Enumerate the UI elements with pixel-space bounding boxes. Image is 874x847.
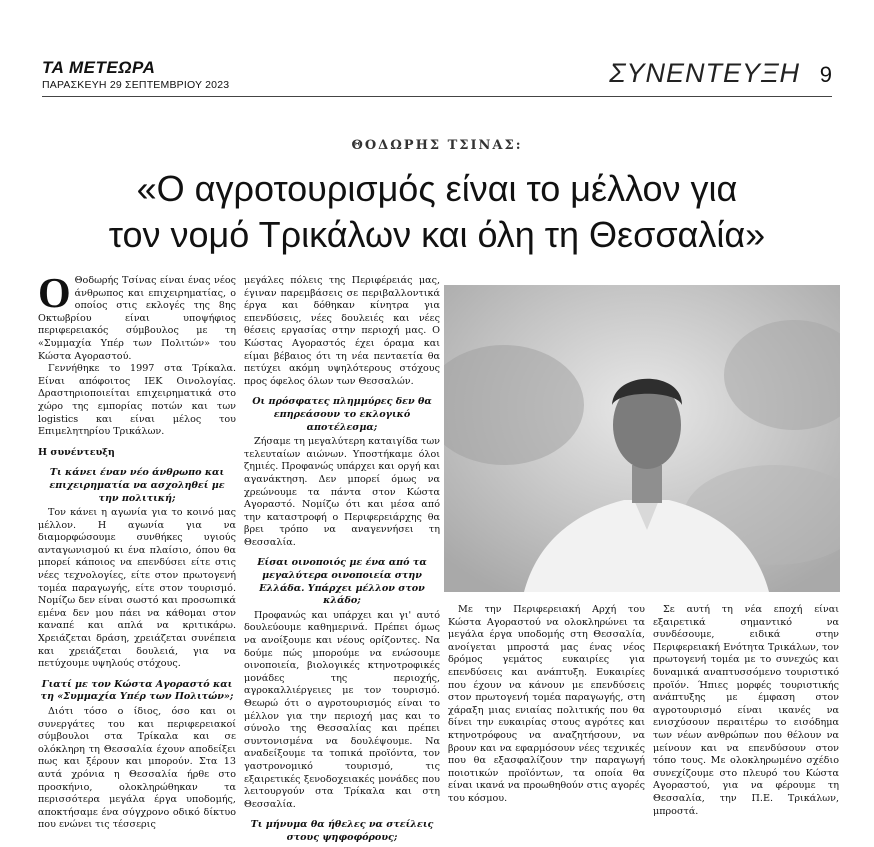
question-3: Οι πρόσφατες πλημμύρες δεν θα επηρεάσουν το εκλογικό αποτέλεσμα;: [252, 396, 432, 433]
answer-2: Διότι τόσο ο ίδιος, όσο και οι συνεργάτες του και περιφερειακοί σύμβουλοι στα Τρίκαλα και σε ολόκληρη τη Θεσσαλία έχουν αποδείξει πως και ξέρουν και μπορούν. Στα 13 αυτά χρόνια η Θεσσαλία ήρθε στο προσκήνιο, ολοκληρώθηκαν τα περισσότερα μεγάλα έργα υποδομής, αποκτήσαμε ένα σύγχρονο οδικό δίκτυο που ενώνει τις τέσσερις: [38, 706, 236, 831]
answer-4: Προφανώς και υπάρχει και γι' αυτό δουλεύουμε καθημερινά. Πρέπει όμως να ανοίξουμε και νέους ορίζοντες. Να δούμε πώς μπορούμε να ενώσουμε οινοποιεία, βιολογικές κτηνοτροφικές μονάδες της περιοχής, αγροκαλλιέργειες με τον τουρισμό. Θεωρώ ότι ο αγροτουρισμός είναι το μέλλον για την περιοχή μας και το σύνολο της Θεσσαλίας και πρέπει συντονισμένα να δουλέψουμε. Να αναδείξουμε τα τοπικά προϊόντα, τον γαστρονομικό τουρισμό, τις εξαιρετικές ξενοδοχειακές μονάδες που λειτουργούν στα Τρίκαλα και στη Θεσσαλία.: [244, 609, 440, 810]
article-column-4: [653, 604, 839, 818]
article-column-3: [448, 604, 645, 806]
newspaper-name: ΤΑ ΜΕΤΕΩΡΑ: [42, 58, 156, 77]
headline-line-1: «Ο αγροτουρισμός είναι το μέλλον για: [136, 168, 738, 209]
bio-paragraph: Γεννήθηκε το 1997 στα Τρίκαλα. Είναι απόφοιτος ΙΕΚ Οινολογίας. Δραστηριοποιείται επιχειρηματικά στο χώρο της εμπορίας ποτών και των logistics και είναι μέλος του Επιμελητηρίου Τρικάλων.: [38, 363, 236, 438]
interview-subhead: Η συνέντευξη: [38, 446, 115, 458]
section-title: ΣΥΝΕΝΤΕΥΞΗ: [609, 58, 800, 88]
answer-3: Ζήσαμε τη μεγαλύτερη καταιγίδα των τελευταίων αιώνων. Υποστήκαμε όλοι ζημιές. Προφανώς υπάρχει και οργή και αγανάκτηση. Δεν μπορεί όμως να χρεώνουμε τα πάντα στον Κώστα Αγοραστό. Νομίζω ότι και μέσα από την καταστροφή ο Περιφερειάρχης θα βρει τρόπο να αναγεννήσει τη Θεσσαλία.: [244, 436, 440, 548]
intro-paragraph: Ο Θοδωρής Τσίνας είναι ένας νέος άνθρωπος και επιχειρηματίας, ο οποίος στις εκλογές της 8ης Οκτωβρίου είναι υποψήφιος περιφερειακός σύμβουλος με τη «Συμμαχία Υπέρ των Πολιτών» του Κώστα Αγοραστού.: [38, 271, 236, 362]
issue-date: ΠΑΡΑΣΚΕΥΗ 29 ΣΕΠΤΕΜΒΡΙΟΥ 2023: [42, 79, 230, 91]
question-2: Γιατί με τον Κώστα Αγοραστό και τη «Συμμαχία Υπέρ των Πολιτών»;: [40, 678, 234, 703]
header-rule: [42, 96, 832, 97]
article-column-1: [38, 271, 236, 832]
portrait-photo: [444, 285, 840, 592]
question-1: Τι κάνει έναν νέο άνθρωπο και επιχειρηματία να ασχοληθεί με την πολιτική;: [49, 467, 225, 504]
article-kicker: ΘΟΔΩΡΗΣ ΤΣΙΝΑΣ:: [351, 138, 523, 153]
answer-5-part-1: Με την Περιφερειακή Αρχή του Κώστα Αγοραστού να ολοκληρώνει τα μεγάλα έργα υποδομής στη Θεσσαλία, ανοίγεται μπροστά μας ένας νέος δρόμος γεμάτος ευκαιρίες για επενδύσεις και ανάπτυξη. Ευκαιρίες που έχουν να κάνουν με επενδύσεις στον πρωτογενή τομέα παραγωγής, στη χάραξη μιας ενιαίας πολιτικής που θα δίνει την ευκαιρίας στους αγρότες και κτηνοτρόφους να αναζητήσουν, να βρουν και να εφαρμόσουν νέες τεχνικές που θα εξασφαλίζουν την παραγωγή ποιοτικών προϊόντων, τα οποία θα είναι ικανά να προωθηθούν στις αγορές του κόσμου.: [448, 604, 645, 804]
answer-2-continued: μεγάλες πόλεις της Περιφέρειάς μας, έγιναν παρεμβάσεις σε περιβαλλοντικά έργα και δόθηκαν κίνητρα για επενδύσεις, νέες δουλειές και νέες θέσεις εργασίας στην περιοχή μας. Ο Κώστας Αγοραστός έχει όραμα και είμαι βέβαιος ότι τη νέα πενταετία θα πετύχει ακόμη υψηλότερους στόχους προς όφελος όλων των Θεσσαλών.: [244, 275, 440, 387]
drop-cap: Ο: [38, 271, 71, 317]
portrait-illustration: [444, 285, 840, 592]
question-4: Είσαι οινοποιός με ένα από τα μεγαλύτερα οινοποιεία στην Ελλάδα. Υπάρχει μέλλον στον κλάδο;: [257, 557, 427, 607]
answer-1: Τον κάνει η αγωνία για το κοινό μας μέλλον. Η αγωνία για να διαμορφώσουμε συνθήκες υγιούς ανταγωνισμού κι ένα πλαίσιο, όπου θα μπορεί κάποιος να επενδύσει είτε στις νέες τεχνολογίες, είτε στον πρωτογενή τομέα παραγωγής, είτε στον τουρισμό. Νομίζω δεν είναι σωστό και προσωπικά εμένα δεν μου πάει να κάθομαι στον καναπέ και απλά να κριτικάρω. Χρειάζεται δράση, χρειάζεται συνέπεια και χρειάζεται δουλειά, για να πετύχουμε υψηλούς στόχους.: [38, 507, 236, 670]
article-column-2: [244, 275, 440, 847]
article-headline: [20, 166, 854, 258]
question-5: Τι μήνυμα θα ήθελες να στείλεις στους ψηφοφόρους;: [250, 819, 434, 843]
headline-line-2: τον νομό Τρικάλων και όλη τη Θεσσαλία»: [108, 214, 766, 255]
answer-5-part-2: Σε αυτή τη νέα εποχή είναι εξαιρετικά σημαντικό να συνδέσουμε, ειδικά στην Περιφερειακή Ενότητα Τρικάλων, τον πρωτογενή τομέα με το συνεχώς και δυναμικά αναπτυσσόμενο τουριστικό προϊόν. Ήπιες μορφές τουριστικής ανάπτυξης με έμφαση στον αγροτουρισμό είναι ικανές να ενισχύσουν περαιτέρω το εισόδημα των νέων ανθρώπων που θέλουν να μείνουν και να επενδύσουν στον τόπο τους. Με ολοκληρωμένο σχέδιο συνεχίζουμε στο πλευρό του Κώστα Αγοραστού, για να φέρουμε τη Θεσσαλία, την Π.Ε. Τρικάλων, μπροστά.: [653, 604, 839, 817]
page-header: [42, 52, 832, 106]
page-number: 9: [819, 62, 832, 87]
